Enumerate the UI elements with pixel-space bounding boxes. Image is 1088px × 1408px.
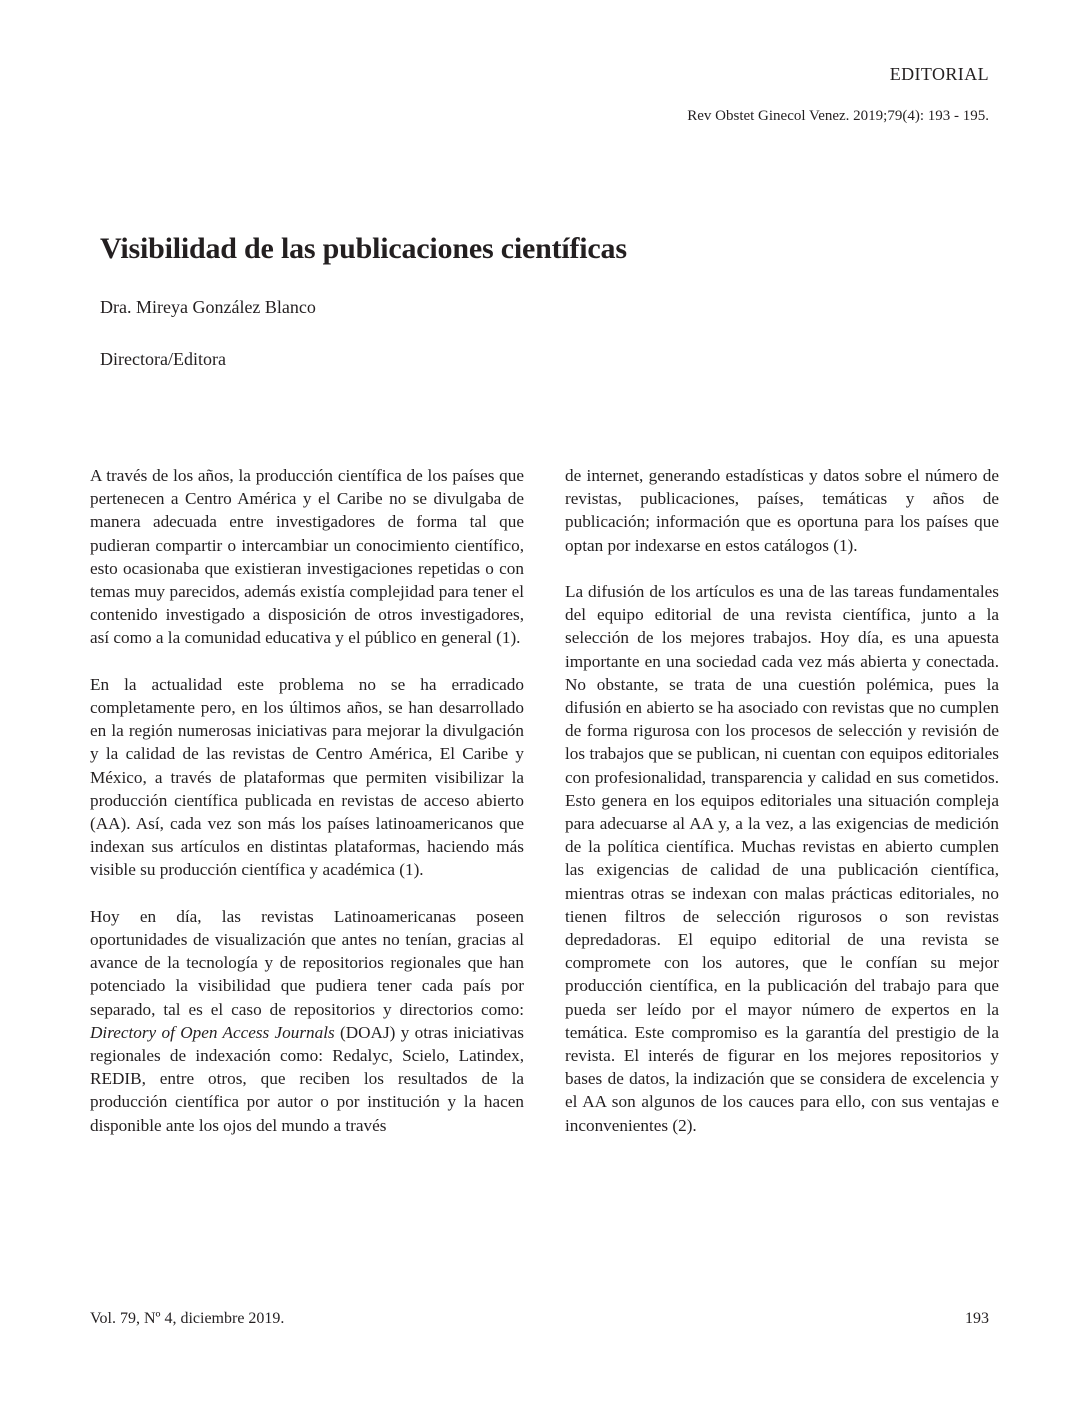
section-label: EDITORIAL bbox=[889, 64, 989, 84]
paragraph: La difusión de los artículos es una de las tareas fundamentales del equipo editorial de una revista científica, junto a la selección de los mejores trabajos. Hoy día, es una apuesta importante en una sociedad cada vez más abierta y conectada. No obstante, se trata de una cuestión polémica, pues la difusión en abierto se ha asociado con revistas que no cumplen de forma rigurosa con los procesos de selección y revisión de los trabajos que se publican, ni cuentan con equipos editoriales con profesionalidad, transparencia y calidad en sus cometidos. Esto genera en los equipos editoriales una situación compleja para adecuarse al AA y, a la vez, a las exigencias de medición de la política científica. Muchas revistas en abierto cumplen las exigencias de calidad de una publicación científica, mientras otras se indexan con malas prácticas editoriales, no tienen filtros de selección rigurosos o son revistas depredadoras. El equipo editorial de una revista se compromete con los autores, que le confían su mejor producción científica, en la publicación del trabajo para que pueda ser leído por el mayor número de expertos en la temática. Este compromiso es la garantía del prestigio de la revista. El interés de figurar en los mejores repositorios y bases de datos, la indización que se considera de excelencia y el AA son algunos de los cauces para ello, con sus ventajas e inconvenientes (2). bbox=[565, 582, 999, 1135]
article-title: Visibilidad de las publicaciones científicas bbox=[100, 232, 627, 265]
paragraph-text: (DOAJ) y otras iniciativas regionales de indexación como: Redalyc, Scielo, Latindex, REDIB, entre otros, que reciben los resultados de la producción científica por autor o por institución y la hacen disponible ante los ojos del mundo a través bbox=[90, 1022, 524, 1135]
paragraph: A través de los años, la producción científica de los países que pertenecen a Centro América y el Caribe no se divulgaba de manera adecuada entre investigadores de forma tal que pudieran compartir o intercambiar un conocimiento científico, esto ocasionaba que existieran investigaciones repetidas o con temas muy parecidos, además existía complejidad para tener el contenido investigado a disposición de otros investigadores, así como a la comunidad educativa y el público en general (1). bbox=[90, 466, 524, 648]
page-number: 193 bbox=[965, 1310, 989, 1327]
paragraph-text: Hoy en día, las revistas Latinoamericanas poseen oportunidades de visualización que antes no tenían, gracias al avance de la tecnología y de repositorios regionales que han potenciado la visibilidad que pudiera tener cada país por separado, tal es el caso de repositorios y directorios como: bbox=[90, 906, 524, 1019]
journal-name-italic: Directory of Open Access Journals bbox=[90, 1022, 335, 1042]
paragraph: de internet, generando estadísticas y datos sobre el número de revistas, publicaciones, países, temáticas y años de publicación; información que es oportuna para los países que optan por indexarse en estos catálogos (1). bbox=[565, 466, 999, 555]
paragraph: En la actualidad este problema no se ha erradicado completamente pero, en los últimos años, se han desarrollado en la región numerosas iniciativas para mejorar la divulgación y la calidad de las revistas de Centro América, El Caribe y México, a través de plataformas que permiten visibilizar la producción científica publicada en revistas de acceso abierto (AA). Así, cada vez son más los países latinoamericanos que indexan sus artículos en distintas plataformas, haciendo más visible su producción científica y académica (1). bbox=[90, 674, 524, 880]
journal-citation: Rev Obstet Ginecol Venez. 2019;79(4): 193 - 195. bbox=[687, 108, 989, 124]
author-role: Directora/Editora bbox=[100, 349, 226, 369]
body-column-right bbox=[565, 464, 999, 1160]
paragraph bbox=[90, 905, 524, 1137]
body-column-left bbox=[90, 464, 524, 1160]
footer-volume: Vol. 79, Nº 4, diciembre 2019. bbox=[90, 1310, 285, 1327]
author-name: Dra. Mireya González Blanco bbox=[100, 297, 316, 317]
